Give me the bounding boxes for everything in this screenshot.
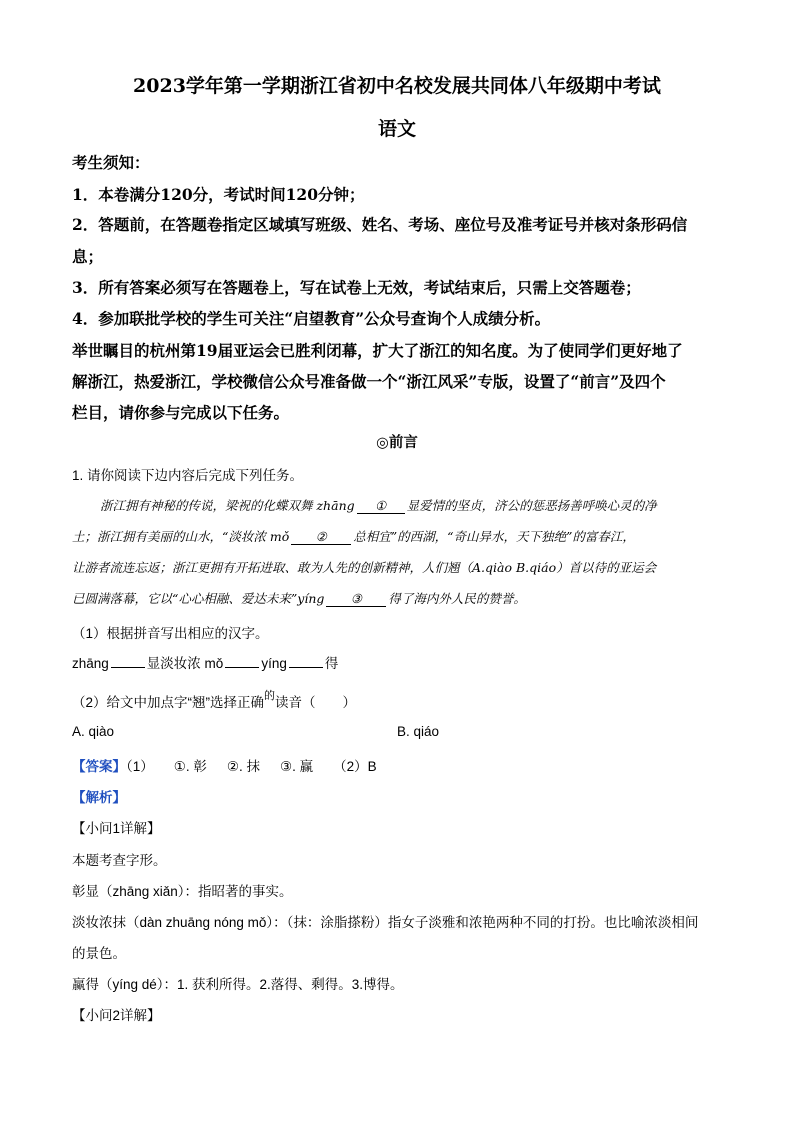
section-title: ◎前言 — [376, 434, 418, 451]
option-a[interactable]: A. qiào — [72, 724, 115, 739]
notice-item: 3．所有答案必须写在答题卷上，写在试卷上无效，考试结束后，只需上交答题卷； — [72, 278, 641, 297]
exam-title: 2023学年第一学期浙江省初中名校发展共同体八年级期中考试 — [133, 75, 661, 97]
passage-text: 总相宜”的西湖，“奇山异水，天下独绝”的富春江， — [353, 529, 635, 544]
sub-question-2 — [72, 691, 356, 711]
word-text: 显淡妆浓 mǒ — [146, 656, 224, 671]
passage-text: 得了海内外人民的赞誉。 — [388, 591, 526, 606]
answer-blank[interactable] — [289, 667, 323, 668]
analysis-text: 淡妆浓抹（dàn zhuāng nóng mǒ）：（抹：涂脂搽粉）指女子淡雅和浓艳两种不同的打扮。也比喻浓淡相间 — [72, 915, 699, 930]
blank-1: ① — [357, 498, 405, 514]
blank-3: ③ — [326, 591, 386, 607]
answer-item: ①. 彰 — [173, 759, 207, 774]
subject-title: 语文 — [377, 118, 416, 140]
analysis-text: 赢得（yíng dé）：1. 获利所得。2.落得、剩得。3.博得。 — [72, 977, 404, 992]
word-text: 得 — [324, 656, 339, 671]
answer-line — [72, 755, 377, 775]
sub-question-1: （1）根据拼音写出相应的汉字。 — [72, 626, 269, 641]
passage-text: 浙江拥有神秘的传说，梁祝的化蝶双舞 zhāng — [100, 498, 355, 513]
passage-line — [72, 589, 526, 607]
passage-text: 显爱情的坚贞，济公的惩恶扬善呼唤心灵的净 — [406, 498, 657, 513]
analysis-text: 彰显（zhāng xiǎn）：指昭著的事实。 — [72, 884, 293, 899]
blank-2: ② — [291, 529, 351, 545]
passage-line — [72, 527, 635, 545]
analysis-text: 本题考查字形。 — [72, 853, 167, 868]
notice-item: 4．参加联批学校的学生可关注“启望教育”公众号查询个人成绩分析。 — [72, 309, 551, 328]
sub-question-1-blanks — [72, 652, 338, 672]
answer-blank[interactable] — [111, 667, 145, 668]
answer-part: （1） — [126, 759, 154, 774]
option-b[interactable]: B. qiáo — [397, 724, 440, 739]
analysis-text: 的景色。 — [72, 946, 126, 961]
answer-part: （2）B — [333, 759, 377, 774]
analysis-sub-title: 【小问2详解】 — [72, 1008, 161, 1023]
intro-line: 栏目，请你参与完成以下任务。 — [72, 403, 290, 422]
intro-line: 解浙江，热爱浙江，学校微信公众号准备做一个“浙江风采”专版，设置了“前言”及四个 — [72, 372, 666, 391]
intro-line: 举世瞩目的杭州第19届亚运会已胜利闭幕，扩大了浙江的知名度。为了使同学们更好地了 — [72, 341, 683, 360]
sub-question-2-text: （2）给文中加点字“翘”选择正确 — [72, 695, 264, 710]
answer-tag: 【答案】 — [72, 759, 126, 774]
passage-text: 土；浙江拥有美丽的山水，“淡妆浓 mǒ — [72, 529, 290, 544]
passage-line: 让游者流连忘返；浙江更拥有开拓进取、敢为人先的创新精神，人们翘（A.qiào B.qiáo）首以待的亚运会 — [72, 560, 657, 575]
answer-item: ②. 抹 — [226, 759, 260, 774]
answer-blank[interactable] — [225, 667, 259, 668]
sub-question-2-text: 读音（ ） — [275, 695, 356, 710]
notice-item: 息； — [72, 247, 104, 266]
analysis-sub-title: 【小问1详解】 — [72, 821, 161, 836]
pinyin: yíng — [261, 656, 287, 671]
notice-heading: 考生须知： — [72, 153, 150, 172]
passage-text: 已圆满落幕，它以“心心相融、爱达未来”yíng — [72, 591, 325, 606]
pinyin: zhāng — [72, 656, 109, 671]
passage-line — [100, 496, 657, 514]
question-stem: 1. 请你阅读下边内容后完成下列任务。 — [72, 468, 304, 483]
notice-item: 1．本卷满分120分，考试时间120分钟； — [72, 185, 365, 204]
notice-item: 2．答题前，在答题卷指定区域填写班级、姓名、考场、座位号及准考证号并核对条形码信 — [72, 215, 688, 234]
superscript-char: 的 — [264, 690, 275, 702]
answer-item: ③. 赢 — [279, 759, 314, 774]
analysis-tag: 【解析】 — [72, 790, 126, 805]
